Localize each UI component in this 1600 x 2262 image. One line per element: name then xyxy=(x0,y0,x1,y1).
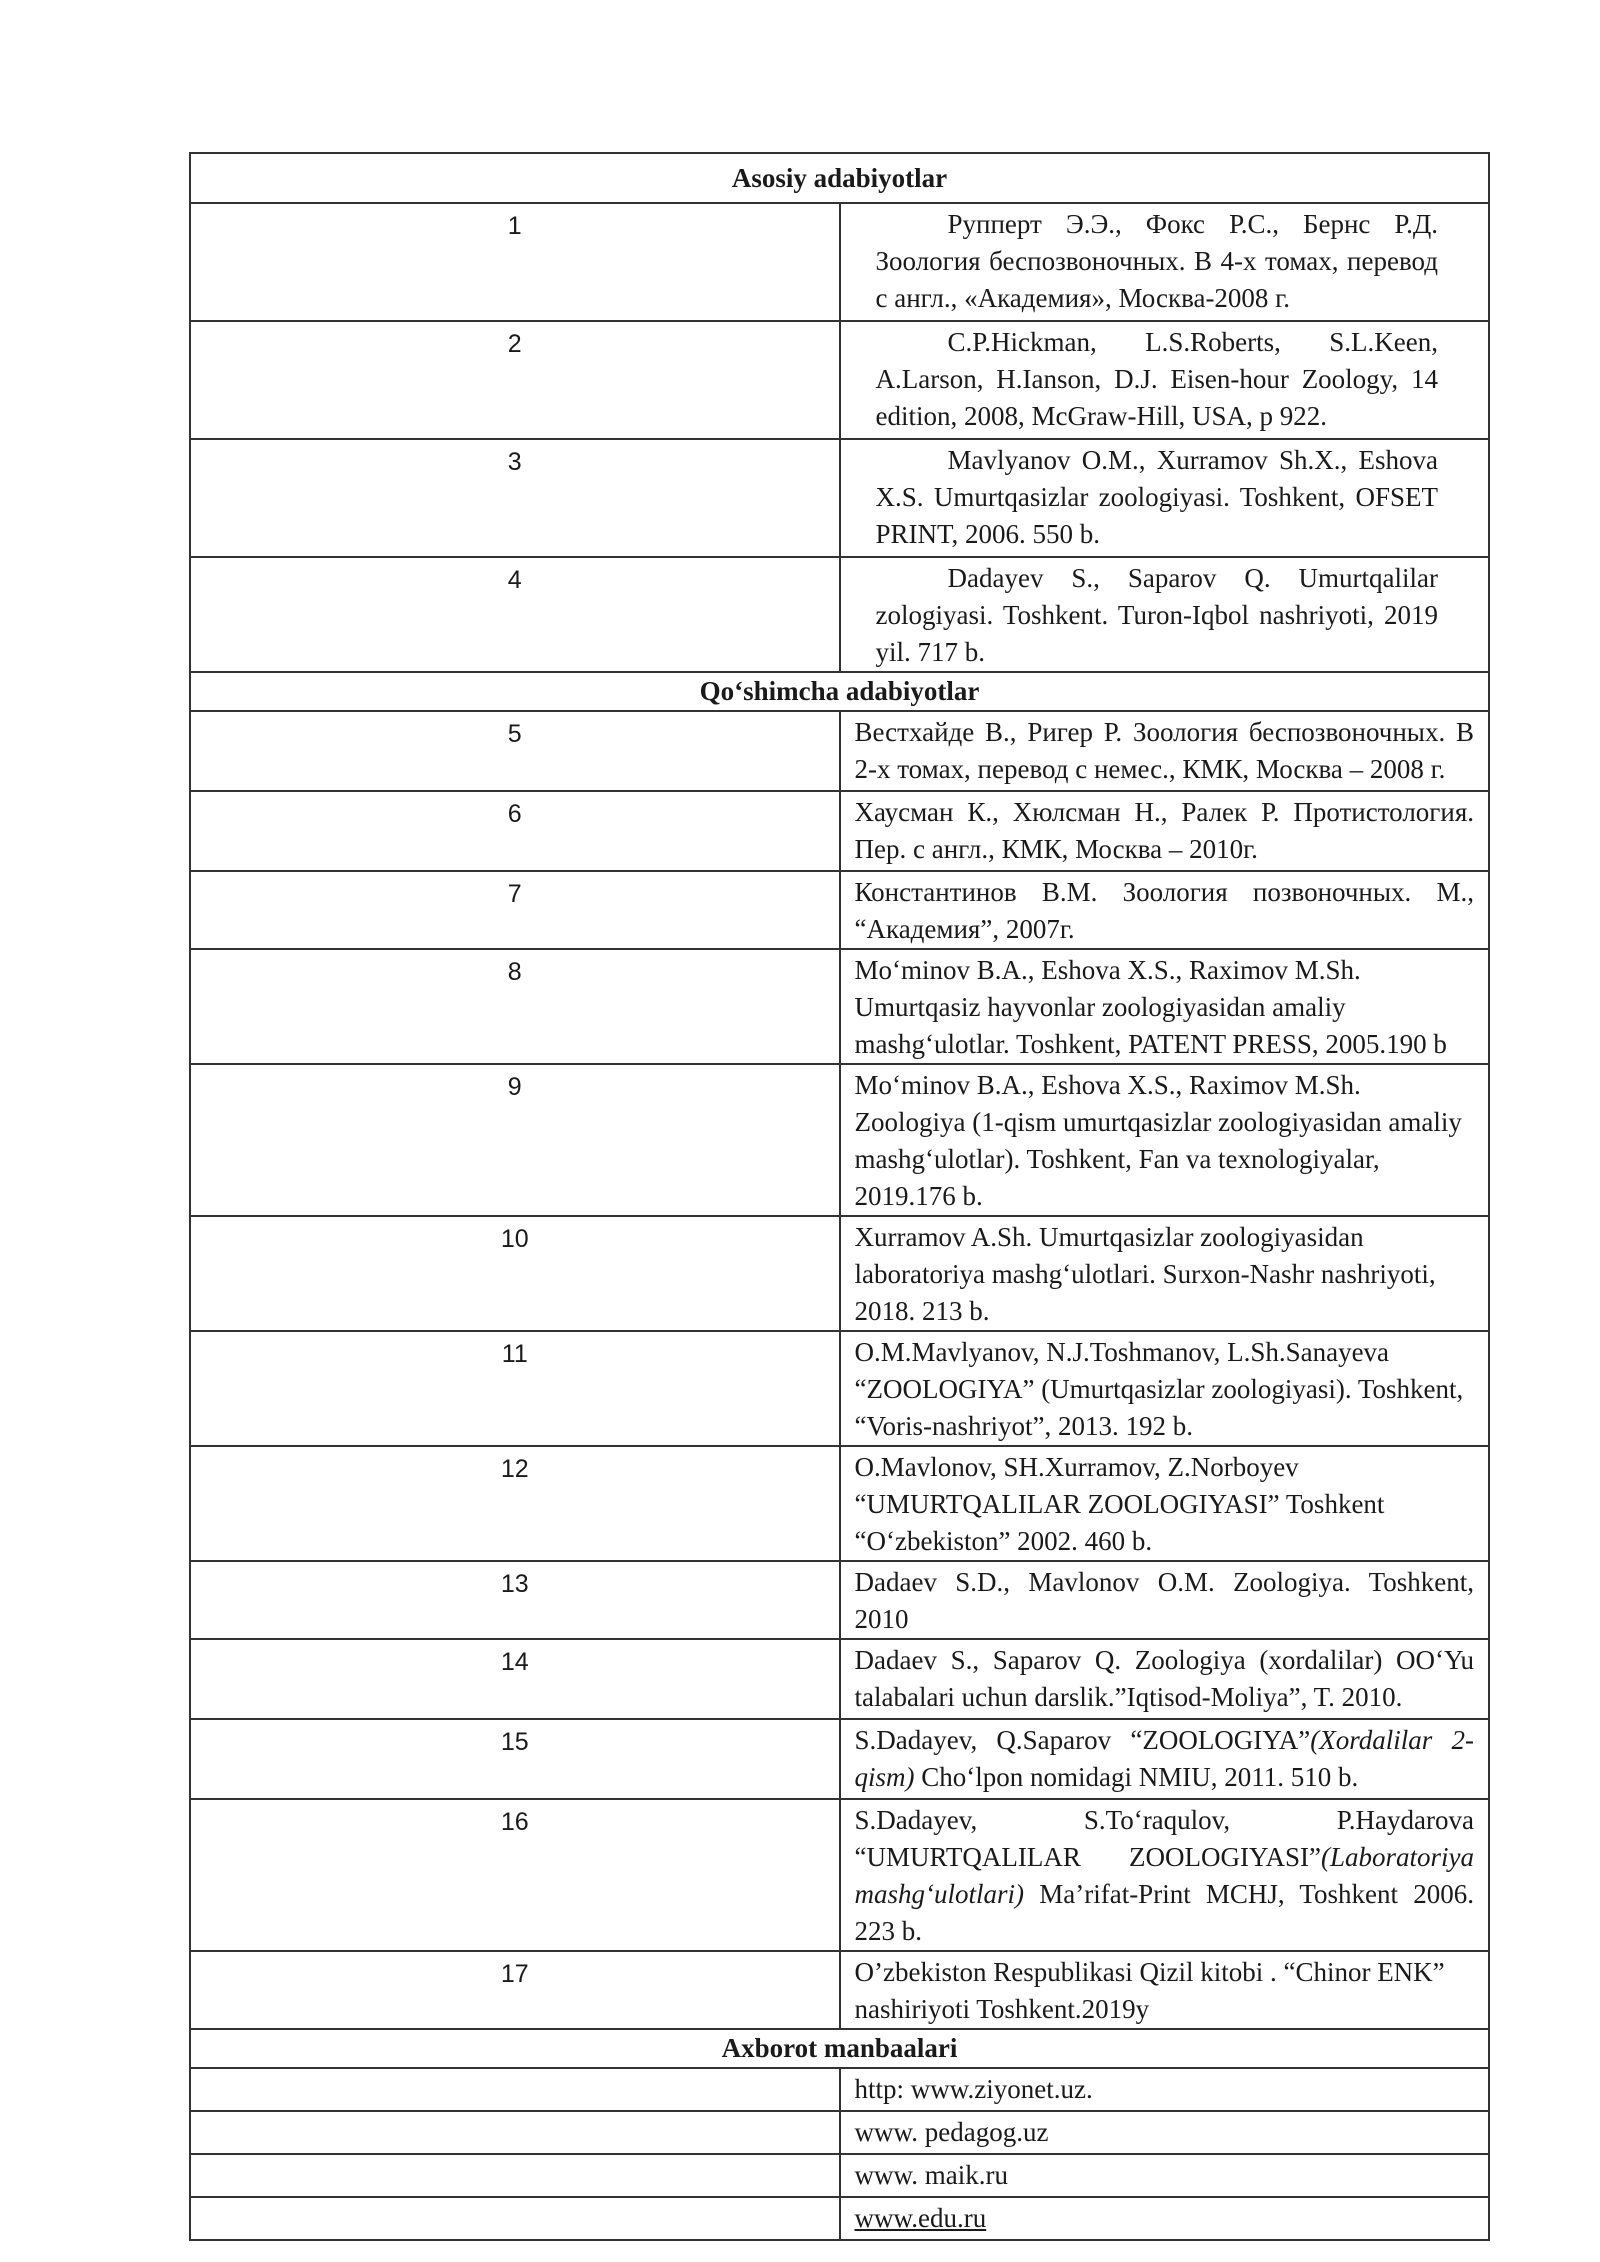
section-title-info: Axborot manbaalari xyxy=(190,2029,1489,2068)
ref-number: 3 xyxy=(190,439,840,557)
ref-number: 4 xyxy=(190,557,840,672)
ref-text: O.M.Mavlyanov, N.J.Toshmanov, L.Sh.Sanayeva “ZOOLOGIYA” (Umurtqasizlar zoologiyasi). Toshkent, “Voris-nashriyot”, 2013. 192 b. xyxy=(840,1331,1490,1446)
ref-number: 16 xyxy=(190,1799,840,1951)
ref-number: 17 xyxy=(190,1951,840,2029)
ref-number: 2 xyxy=(190,321,840,439)
web-link[interactable]: http: www.ziyonet.uz. xyxy=(840,2068,1490,2111)
ref-text: Mavlyanov O.M., Xurramov Sh.X., Eshova X.S. Umurtqasizlar zoologiyasi. Toshkent, OFSET PRINT, 2006. 550 b. xyxy=(840,439,1490,557)
ref-text: Вестхайде В., Ригер Р. Зоология беспозвоночных. В 2-х томах, перевод с немес., КМК, Москва – 2008 г. xyxy=(840,711,1490,791)
ref-text: Dadaev S., Saparov Q. Zoologiya (xordalilar) OO‘Yu talabalari uchun darslik.”Iqtisod-Moliya”, T. 2010. xyxy=(840,1639,1490,1719)
ref-text: O.Mavlonov, SH.Xurramov, Z.Norboyev “UMURTQALILAR ZOOLOGIYASI” Toshkent “O‘zbekiston” 2002. 460 b. xyxy=(840,1446,1490,1561)
ref-text: O’zbekiston Respublikasi Qizil kitobi . “Chinor ENK” nashiriyoti Toshkent.2019y xyxy=(840,1951,1490,2029)
ref-text-part: S.Dadayev, Q.Saparov “ZOOLOGIYA” xyxy=(854,1725,1311,1755)
ref-text-part: Ma’rifat-Print MCHJ, Toshkent 2006. 223 b. xyxy=(854,1879,1474,1946)
web-link[interactable]: www. pedagog.uz xyxy=(840,2111,1490,2154)
web-link-underlined[interactable]: www.edu.ru xyxy=(854,2203,987,2233)
empty-cell xyxy=(190,2068,840,2111)
ref-text: Рупперт Э.Э., Фокс Р.С., Бернс Р.Д. Зоология беспозвоночных. В 4-х томах, перевод с англ., «Академия», Москва-2008 г. xyxy=(840,203,1490,321)
ref-number: 13 xyxy=(190,1561,840,1639)
empty-cell xyxy=(190,2154,840,2197)
ref-number: 9 xyxy=(190,1064,840,1216)
ref-text xyxy=(840,1799,1490,1951)
ref-number: 10 xyxy=(190,1216,840,1331)
ref-number: 5 xyxy=(190,711,840,791)
ref-text-part: Cho‘lpon nomidagi NMIU, 2011. 510 b. xyxy=(914,1762,1359,1792)
ref-text xyxy=(840,1719,1490,1799)
ref-text-italic: (Xordalilar 2-qism) xyxy=(854,1725,1474,1792)
ref-text: Mo‘minov B.A., Eshova X.S., Raximov M.Sh. Zoologiya (1-qism umurtqasizlar zoologiyasidan amaliy mashg‘ulotlar). Toshkent, Fan va texnologiyalar, 2019.176 b. xyxy=(840,1064,1490,1216)
ref-text-italic: (Laboratoriya mashg‘ulotlari) xyxy=(854,1842,1474,1909)
ref-text: C.P.Hickman, L.S.Roberts, S.L.Keen, A.Larson, H.Ianson, D.J. Eisen-hour Zoology, 14 edition, 2008, McGraw-Hill, USA, p 922. xyxy=(840,321,1490,439)
ref-number: 8 xyxy=(190,949,840,1064)
ref-number: 6 xyxy=(190,791,840,871)
section-title-main: Asosiy adabiyotlar xyxy=(190,153,1489,203)
ref-number: 1 xyxy=(190,203,840,321)
empty-cell xyxy=(190,2111,840,2154)
ref-number: 15 xyxy=(190,1719,840,1799)
empty-cell xyxy=(190,2197,840,2240)
ref-text: Dadayev S., Saparov Q. Umurtqalilar zologiyasi. Toshkent. Turon-Iqbol nashriyoti, 2019 yil. 717 b. xyxy=(840,557,1490,672)
ref-number: 14 xyxy=(190,1639,840,1719)
ref-text-part: S.Dadayev, S.To‘raqulov, P.Haydarova “UMURTQALILAR ZOOLOGIYASI” xyxy=(854,1805,1474,1872)
ref-number: 12 xyxy=(190,1446,840,1561)
web-link[interactable] xyxy=(840,2197,1490,2240)
ref-text: Константинов В.М. Зоология позвоночных. М., “Академия”, 2007г. xyxy=(840,871,1490,949)
ref-text: Mo‘minov B.A., Eshova X.S., Raximov M.Sh. Umurtqasiz hayvonlar zoologiyasidan amaliy mashg‘ulotlar. Toshkent, PATENT PRESS, 2005.190 b xyxy=(840,949,1490,1064)
ref-text: Хаусман К., Хюлсман Н., Ралек Р. Протистология. Пер. с англ., КМК, Москва – 2010г. xyxy=(840,791,1490,871)
ref-number: 11 xyxy=(190,1331,840,1446)
ref-number: 7 xyxy=(190,871,840,949)
ref-text: Dadaev S.D., Mavlonov O.M. Zoologiya. Toshkent, 2010 xyxy=(840,1561,1490,1639)
web-link[interactable]: www. maik.ru xyxy=(840,2154,1490,2197)
ref-text: Xurramov A.Sh. Umurtqasizlar zoologiyasidan laboratoriya mashg‘ulotlari. Surxon-Nashr nashriyoti, 2018. 213 b. xyxy=(840,1216,1490,1331)
literature-table xyxy=(189,152,1490,2241)
section-title-extra: Qo‘shimcha adabiyotlar xyxy=(190,672,1489,711)
